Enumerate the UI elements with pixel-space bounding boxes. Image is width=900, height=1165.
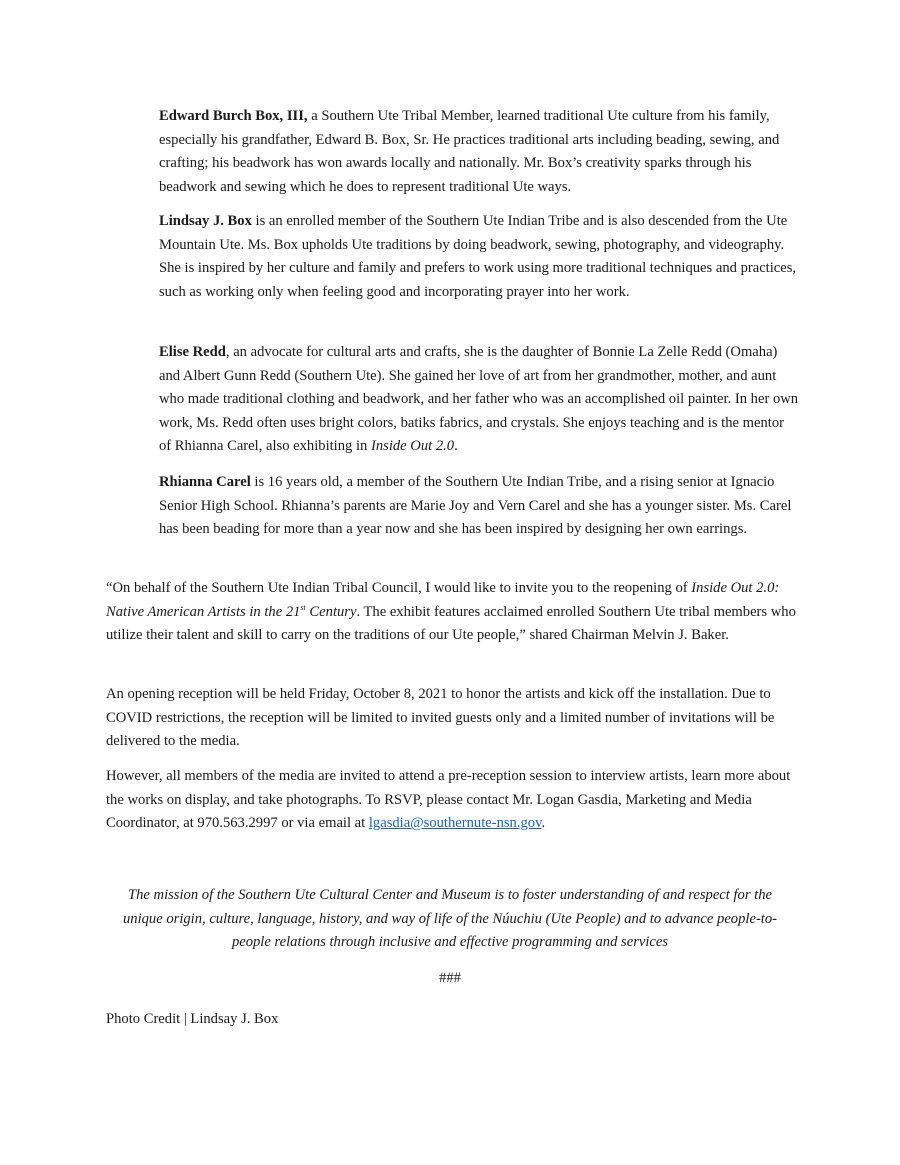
chairman-quote	[106, 577, 800, 648]
bio-name: Rhianna Carel	[159, 474, 251, 490]
quote-part-1: “On behalf of the Southern Ute Indian Tribal Council, I would like to invite you to the reopening of	[106, 580, 692, 596]
media-text: However, all members of the media are invited to attend a pre-reception session to interview artists, learn more about the works on display, and take photographs. To RSVP, please contact Mr. Logan Gasdia, Marketing and Media Coordinator, at 970.563.2997 or via email at	[106, 768, 791, 832]
bio-elise-redd	[159, 341, 799, 459]
quote-title-start: Inside Out 2.0: Native American Artists in the 21	[106, 580, 780, 620]
quote-title-end: Century	[305, 603, 357, 620]
bio-rhianna-carel	[159, 471, 799, 542]
bio-text: a Southern Ute Tribal Member, learned traditional Ute culture from his family, especially his grandfather, Edward B. Box, Sr. He practices traditional arts including beading, sewing, and crafting; his beadwork has won awards locally and nationally. Mr. Box’s creativity sparks through his beadwork and sewing which he does to represent traditional Ute ways.	[159, 108, 780, 195]
media-paragraph	[106, 765, 800, 836]
bio-name: Elise Redd	[159, 344, 226, 360]
bio-text: is 16 years old, a member of the Southern Ute Indian Tribe, and a rising senior at Ignacio Senior High School. Rhianna’s parents are Marie Joy and Vern Carel and she has a younger sister. Ms. Carel has been beading for more than a year now and she has been inspired by designing her own earrings.	[159, 474, 792, 538]
photo-credit: Photo Credit | Lindsay J. Box	[106, 1011, 279, 1027]
bio-lindsay-box	[159, 210, 799, 304]
quote-part-2: . The exhibit features acclaimed enrolled Southern Ute tribal members who utilize their talent and skill to carry on the traditions of our Ute people,” shared Chairman Melvin J. Baker.	[106, 603, 796, 644]
media-tail: .	[541, 815, 546, 832]
bio-name: Lindsay J. Box	[159, 213, 252, 229]
bio-text: , an advocate for cultural arts and crafts, she is the daughter of Bonnie La Zelle Redd (Omaha) and Albert Gunn Redd (Southern Ute). She gained her love of art from her grandmother, mother, and aunt who made traditional clothing and beadwork, and her father who was an accomplished oil painter. In her own work, Ms. Redd often uses bright colors, batiks fabrics, and crystals. She enjoys teaching and is the mentor of Rhianna Carel, also exhibiting in	[159, 344, 799, 455]
bio-edward-box	[159, 105, 799, 199]
reception-paragraph: An opening reception will be held Friday, October 8, 2021 to honor the artists and kick off the installation. Due to COVID restrictions, the reception will be limited to invited guests only and a limited number of invitations will be delivered to the media.	[106, 686, 775, 750]
email-link[interactable]: lgasdia@southernute-nsn.gov	[368, 815, 542, 832]
mission-statement: The mission of the Southern Ute Cultural Center and Museum is to foster understanding of and respect for the unique origin, culture, language, history, and way of life of the Núuchiu (Ute People) and to advance people-to-people relations through inclusive and effective programming and services	[122, 887, 778, 951]
bio-name: Edward Burch Box, III,	[159, 108, 308, 124]
exhibit-title: Inside Out 2.0	[370, 438, 455, 455]
bio-text: is an enrolled member of the Southern Ute Indian Tribe and is also descended from the Ute Mountain Ute. Ms. Box upholds Ute traditions by doing beadwork, sewing, photography, and videography. She is inspired by her culture and family and prefers to work using more traditional techniques and practices, such as working only when feeling good and incorporating prayer into her work.	[159, 213, 797, 300]
bio-tail: .	[454, 438, 458, 455]
ordinal-suffix: st	[300, 602, 306, 612]
end-mark: ###	[439, 970, 461, 986]
